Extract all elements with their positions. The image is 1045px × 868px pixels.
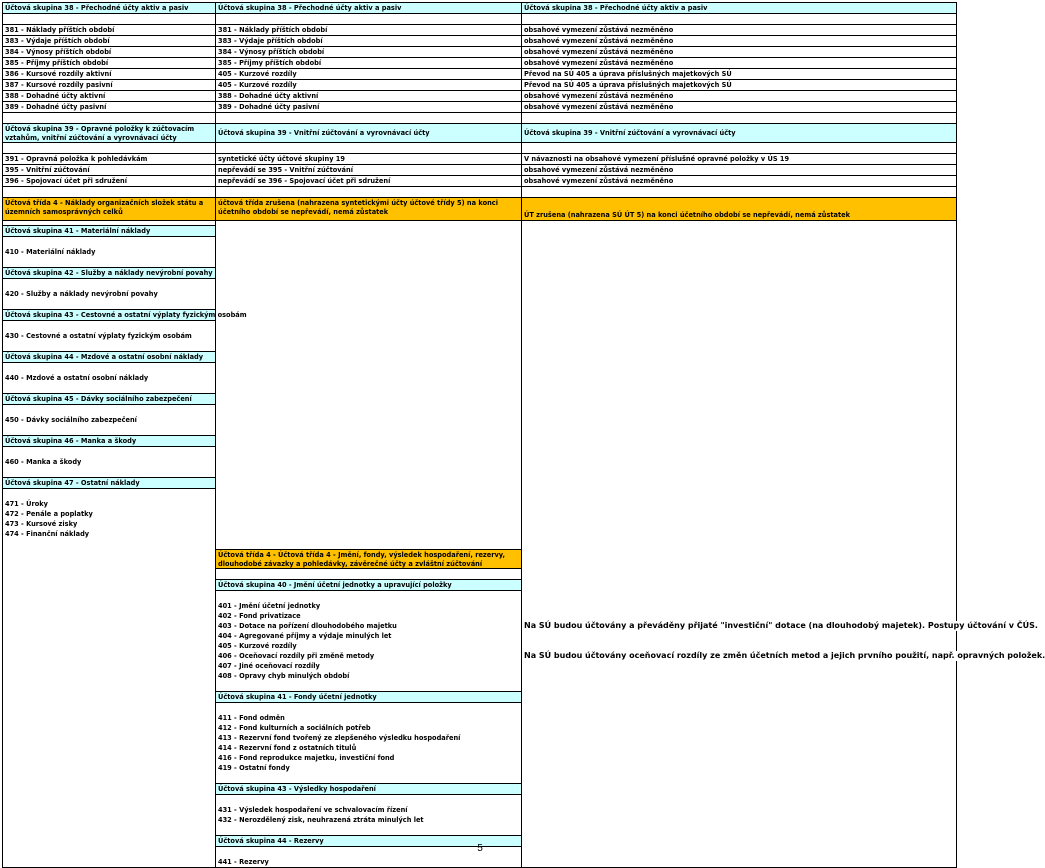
table-row <box>2 101 957 113</box>
table-row <box>2 733 957 743</box>
old-account-cell: 389 - Dohadné účty pasivní <box>2 101 216 113</box>
page-number: 5 <box>477 843 483 854</box>
table-row <box>2 815 957 825</box>
group-header: Účtová skupina 43 - Výsledky hospodaření <box>216 783 522 795</box>
old-account-cell: 384 - Výnosy příštích období <box>2 46 216 57</box>
table-row <box>2 499 957 509</box>
table-row <box>2 641 957 651</box>
table-row <box>2 857 957 868</box>
spacer-row <box>2 591 957 601</box>
note-cell: V návaznosti na obsahové vymezení příslušné opravné položky v ÚS 19 <box>522 153 957 164</box>
note-class-4-header: ÚT zrušena (nahrazena SÚ ÚT 5) na konci účetního období se nepřevádí, nemá zůstatek <box>522 197 957 221</box>
spacer-row <box>2 681 957 691</box>
spacer-row <box>2 825 957 835</box>
new-account-cell: 407 - Jiné oceňovací rozdíly <box>216 661 522 671</box>
new-class-4-header: účtová třída zrušena (nahrazena syntetickými účty účtové třídy 5) na konci účetního období se nepřevádí, nemá zůstatek <box>216 197 522 221</box>
old-account-cell: 396 - Spojovací účet při sdružení <box>2 175 216 187</box>
new-account-cell: 411 - Fond odměn <box>216 713 522 723</box>
group-41-row <box>2 225 957 237</box>
group-47-row <box>2 477 957 489</box>
group-42-row <box>2 267 957 279</box>
old-account-cell: 386 - Kursové rozdíly aktivní <box>2 68 216 79</box>
table-row <box>2 68 957 79</box>
note-cell: obsahové vymezení zůstává nezměněno <box>522 90 957 101</box>
spacer-row <box>2 569 957 579</box>
group-header: Účtová skupina 43 - Cestovné a ostatní výplaty fyzickým osobám <box>2 309 216 321</box>
old-account-cell: 471 - Úroky <box>2 499 216 509</box>
spacer-row <box>2 773 957 783</box>
new-account-cell: nepřevádí se 396 - Spojovací účet při sdružení <box>216 175 522 187</box>
table-row <box>2 247 957 257</box>
table-row <box>2 175 957 187</box>
new-account-cell: 383 - Výdaje příštích období <box>216 35 522 46</box>
table-row <box>2 601 957 611</box>
new-account-cell: 431 - Výsledek hospodaření ve schvalovacím řízení <box>216 805 522 815</box>
new-account-cell: 405 - Kurzové rozdíly <box>216 68 522 79</box>
old-account-cell: 410 - Materiální náklady <box>2 247 216 257</box>
new-account-cell: 441 - Rezervy <box>216 857 522 868</box>
group-45-row <box>2 393 957 405</box>
spacer-row <box>2 321 957 331</box>
table-row <box>2 24 957 35</box>
spacer-row <box>2 113 957 123</box>
note-cell: obsahové vymezení zůstává nezměněno <box>522 164 957 175</box>
note-cell: Převod na SÚ 405 a úprava příslušných majetkových SÚ <box>522 68 957 79</box>
old-account-cell: 385 - Příjmy příštích období <box>2 57 216 68</box>
table-row <box>2 35 957 46</box>
new-group-39-header: Účtová skupina 39 - Vnitřní zúčtování a vyrovnávací účty <box>216 123 522 143</box>
table-row <box>2 723 957 733</box>
table-row <box>2 164 957 175</box>
new-account-cell: 413 - Rezervní fond tvořený ze zlepšeného výsledku hospodaření <box>216 733 522 743</box>
old-account-cell: 460 - Manka a škody <box>2 457 216 467</box>
new-account-cell: 414 - Rezervní fond z ostatních titulů <box>216 743 522 753</box>
old-account-cell: 450 - Dávky sociálního zabezpečení <box>2 415 216 425</box>
old-account-cell: 381 - Náklady příštích období <box>2 24 216 35</box>
spacer-row <box>2 257 957 267</box>
new-account-cell: 384 - Výnosy příštích období <box>216 46 522 57</box>
note-group-39-header: Účtová skupina 39 - Vnitřní zúčtování a vyrovnávací účty <box>522 123 957 143</box>
new-account-cell: 406 - Oceňovací rozdíly při změně metody <box>216 651 522 661</box>
spacer-row <box>2 447 957 457</box>
group-43-row <box>2 309 957 321</box>
spacer-row <box>2 341 957 351</box>
spacer-row <box>2 405 957 415</box>
table-row <box>2 331 957 341</box>
table-row <box>2 57 957 68</box>
old-account-cell: 395 - Vnitřní zúčtování <box>2 164 216 175</box>
group-38-header-row <box>2 2 957 14</box>
old-account-cell: 387 - Kursové rozdíly pasivní <box>2 79 216 90</box>
table-row <box>2 651 1045 661</box>
group-header: Účtová skupina 41 - Materiální náklady <box>2 225 216 237</box>
table-row <box>2 671 957 681</box>
table-row <box>2 743 957 753</box>
table-row <box>2 415 957 425</box>
spacer-row <box>2 383 957 393</box>
table-row <box>2 46 957 57</box>
new-account-cell: 403 - Dotace na pořízení dlouhodobého majetku <box>216 621 522 631</box>
spacer-row <box>2 425 957 435</box>
spacer-row <box>2 489 957 499</box>
old-account-cell: 391 - Opravná položka k pohledávkám <box>2 153 216 164</box>
note-cell: obsahové vymezení zůstává nezměněno <box>522 35 957 46</box>
spacer-row <box>2 795 957 805</box>
new-group-38-header: Účtová skupina 38 - Přechodné účty aktiv a pasiv <box>216 2 522 14</box>
note-cell: obsahové vymezení zůstává nezměněno <box>522 57 957 68</box>
table-row <box>2 753 957 763</box>
new-account-cell: 412 - Fond kulturních a sociálních potřeb <box>216 723 522 733</box>
new-account-cell: 432 - Nerozdělený zisk, neuhrazená ztráta minulých let <box>216 815 522 825</box>
spacer-row <box>2 467 957 477</box>
group-header: Účtová skupina 47 - Ostatní náklady <box>2 477 216 489</box>
spacer-row <box>2 703 957 713</box>
table-row <box>2 519 957 529</box>
new-account-cell: 402 - Fond privatizace <box>216 611 522 621</box>
new-account-cell: nepřevádí se 395 - Vnitřní zúčtování <box>216 164 522 175</box>
group-header: Účtová skupina 45 - Dávky sociálního zabezpečení <box>2 393 216 405</box>
account-mapping-table <box>2 2 1045 868</box>
new-account-cell: 388 - Dohadné účty aktivní <box>216 90 522 101</box>
new-class-4-header: Účtová třída 4 - Účtová třída 4 - Jmění, fondy, výsledek hospodaření, rezervy, dlouhodobé závazky a pohledávky, závěrečné účty a zvláštní zúčtování <box>216 549 522 569</box>
table-row <box>2 79 957 90</box>
group-header: Účtová skupina 44 - Mzdové a ostatní osobní náklady <box>2 351 216 363</box>
group-46-row <box>2 435 957 447</box>
old-account-cell: 383 - Výdaje příštích období <box>2 35 216 46</box>
old-class-4-header: Účtová třída 4 - Náklady organizačních složek státu a územních samosprávných celků <box>2 197 216 221</box>
note-cell: obsahové vymezení zůstává nezměněno <box>522 24 957 35</box>
table-row <box>2 90 957 101</box>
new-account-cell: 381 - Náklady příštích období <box>216 24 522 35</box>
group-header: Účtová skupina 44 - Rezervy <box>216 835 522 847</box>
old-account-cell: 430 - Cestovné a ostatní výplaty fyzickým osobám <box>2 331 216 341</box>
new-account-cell: 404 - Agregované příjmy a výdaje minulých let <box>216 631 522 641</box>
note-cell: obsahové vymezení zůstává nezměněno <box>522 175 957 187</box>
group-header: Účtová skupina 42 - Služby a náklady nevýrobní povahy <box>2 267 216 279</box>
spacer-row <box>2 143 957 153</box>
table-row <box>2 373 957 383</box>
group-41-fund-row <box>2 691 957 703</box>
old-account-cell: 440 - Mzdové a ostatní osobní náklady <box>2 373 216 383</box>
new-class-4-row <box>2 549 957 569</box>
new-account-cell: 419 - Ostatní fondy <box>216 763 522 773</box>
spacer-row <box>2 187 957 197</box>
note-cell: Na SÚ budou účtovány oceňovací rozdíly ze změn účetních metod a jejich prvního použití, např. opravných položek. <box>524 651 1045 660</box>
new-account-cell: 405 - Kurzové rozdíly <box>216 641 522 651</box>
group-header: Účtová skupina 46 - Manka a škody <box>2 435 216 447</box>
spacer-row <box>2 539 957 549</box>
old-group-38-header: Účtová skupina 38 - Přechodné účty aktiv a pasiv <box>2 2 216 14</box>
table-row <box>2 153 957 164</box>
table-row <box>2 611 957 621</box>
group-40-row <box>2 579 957 591</box>
old-account-cell: 473 - Kursové zisky <box>2 519 216 529</box>
spacer-row <box>2 299 957 309</box>
old-group-39-header: Účtová skupina 39 - Opravné položky k zúčtovacím vztahům, vnitřní zúčtování a vyrovnávací účty <box>2 123 216 143</box>
new-account-cell: syntetické účty účtové skupiny 19 <box>216 153 522 164</box>
new-account-cell: 408 - Opravy chyb minulých období <box>216 671 522 681</box>
new-account-cell: 405 - Kurzové rozdíly <box>216 79 522 90</box>
new-account-cell: 389 - Dohadné účty pasivní <box>216 101 522 113</box>
table-row <box>2 621 1038 631</box>
new-account-cell: 401 - Jmění účetní jednotky <box>216 601 522 611</box>
group-header: Účtová skupina 41 - Fondy účetní jednotky <box>216 691 522 703</box>
spacer-row <box>2 363 957 373</box>
class-4-header-row <box>2 197 957 221</box>
table-row <box>2 763 957 773</box>
table-row <box>2 509 957 519</box>
table-row <box>2 631 957 641</box>
note-group-38-header: Účtová skupina 38 - Přechodné účty aktiv a pasiv <box>522 2 957 14</box>
group-39-header-row <box>2 123 957 143</box>
old-account-cell: 472 - Penále a poplatky <box>2 509 216 519</box>
note-cell: Na SÚ budou účtovány a převáděny přijaté "investiční" dotace (na dlouhodobý majetek). Postupy účtování v ČÚS. <box>524 621 1038 630</box>
table-row <box>2 289 957 299</box>
old-account-cell: 420 - Služby a náklady nevýrobní povahy <box>2 289 216 299</box>
spacer-row <box>2 279 957 289</box>
table-row <box>2 529 957 539</box>
group-header: Účtová skupina 40 - Jmění účetní jednotky a upravující položky <box>216 579 522 591</box>
table-row <box>2 457 957 467</box>
note-cell: obsahové vymezení zůstává nezměněno <box>522 46 957 57</box>
new-account-cell: 385 - Příjmy příštích období <box>216 57 522 68</box>
note-cell: obsahové vymezení zůstává nezměněno <box>522 101 957 113</box>
note-cell: Převod na SÚ 405 a úprava příslušných majetkových SÚ <box>522 79 957 90</box>
group-44-row <box>2 351 957 363</box>
table-row <box>2 661 957 671</box>
old-account-cell: 474 - Finanční náklady <box>2 529 216 539</box>
new-account-cell: 416 - Fond reprodukce majetku, investiční fond <box>216 753 522 763</box>
group-43-result-row <box>2 783 957 795</box>
table-row <box>2 713 957 723</box>
old-account-cell: 388 - Dohadné účty aktivní <box>2 90 216 101</box>
table-row <box>2 805 957 815</box>
spacer-row <box>2 14 957 24</box>
spacer-row <box>2 237 957 247</box>
